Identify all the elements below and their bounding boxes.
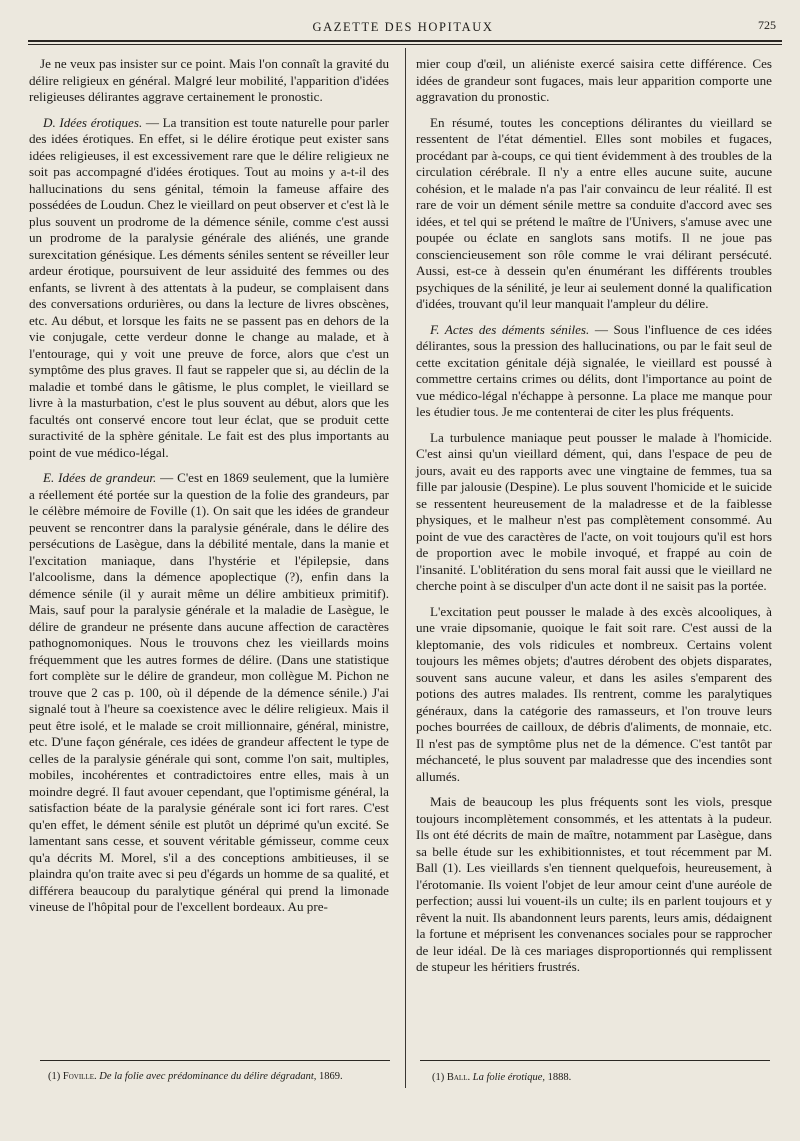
paragraph-text: — Sous l'influence de ces idées délirantes, sous la pression des hallucinations, ou par le fait seul de cette excitation génitale déjà signalée, le vieillard est poussé à commettre certains crimes ou délits, dont l'importance au point de vue médico-légal n'échappe à personne. La place me manque pour les étudier tous. Je me contenterai de citer les plus fréquents.	[416, 321, 772, 419]
footnote-rule-left	[40, 1060, 390, 1061]
page-header	[28, 16, 778, 42]
paragraph-text: — La transition est toute naturelle pour parler des idées érotiques. En effet, si le délire érotique peut exister sans idées religieuses, il est excessivement rare que le délire religieux ne soit pas accompagné d'idées érotiques. Tout au moins y a-t-il des hallucinations du sens génital, témoin la fameuse affaire des possédées de Loudun. Chez le vieillard on peut observer et c'est là le plus souvent un prodrome de la démence sénile, comme c'est aussi un prodrome de la paralysie générale des aliénés, une grande surexcitation génésique. Les déments séniles sentent se réveiller leur ardeur érotique, poursuivent de leur assiduité des femmes ou des enfants, se livrent à des attentats à la pudeur, se complaisent dans des conversations ordurières, ou dans la lecture de livres obscènes, etc. Au début, et lorsque les faits ne se passent pas en dehors de la vie conjugale, cette verdeur donne le change au malade, et à l'entourage, qui y voit une preuve de force, alors que c'est un symptôme des plus graves. Il faut se rappeler que si, au déclin de la maladie et tombé dans le gâtisme, le plus complet, le vieillard se livre à la masturbation, c'est le plus souvent au début, alors que les facultés ont conservé encore tout leur éclat, que se produit cette suractivité de la sphère génitale. Le fait est des plus importants au point de vue médico-légal.	[29, 114, 390, 460]
footnote-marker: (1)	[48, 1071, 63, 1082]
header-rule	[28, 40, 782, 45]
paragraph-erotic-ideas	[29, 115, 389, 462]
footnote-rule-right	[420, 1060, 770, 1061]
footnote-author: Ball.	[446, 1072, 471, 1083]
section-heading-erotic: D. Idées érotiques.	[43, 114, 143, 130]
paragraph-grandeur-ideas	[29, 470, 389, 916]
paragraph-religious-conclusion: Je ne veux pas insister sur ce point. Mais l'on connaît la gravité du délire religieux en général. Malgré leur mobilité, l'apparition d'idées religieuses délirantes aggrave certainement le pronostic.	[29, 56, 389, 104]
left-column	[29, 56, 389, 925]
right-column	[416, 56, 772, 985]
paragraph-summary: En résumé, toutes les conceptions délirantes du vieillard se ressentent de l'état démentiel. Elles sont mobiles et fugaces, procédant par à-coups, ce qui tient évidemment à des troubles de la circulation cérébrale. Il n'y a entre elles aucune suite, aucune cohésion, et le malade n'a pas l'air convaincu de leur réalité. Il est rare de voir un dément sénile mettre sa conduite d'accord avec ses idées, et tel qui se prétend le maître de l'Univers, s'amuse avec une poupée ou éclate en sanglots sans motifs. Il ne joue pas consciencieusement son rôle comme le vrai délirant persécuté. Aussi, est-ce à dessein qu'en énumérant les différents troubles psychiques de la sénilité, je leur ai seulement donné la qualification d'idées, trouvant qu'il leur manquait l'ampleur du délire.	[416, 114, 772, 311]
footnote-marker: (1)	[432, 1072, 447, 1083]
footnote-title: La folie érotique,	[472, 1072, 545, 1083]
footnote-right	[432, 1071, 571, 1084]
running-title: GAZETTE DES HOPITAUX	[312, 20, 494, 34]
paragraph-continuation: mier coup d'œil, un aliéniste exercé saisira cette différence. Ces idées de grandeur sont fugaces, mais leur apparition comporte une aggravation du pronostic.	[416, 56, 772, 104]
footnote-left	[48, 1070, 343, 1083]
paragraph-text: — C'est en 1869 seulement, que la lumière a réellement été portée sur la question de la folie des grandeurs, par le célèbre mémoire de Foville (1). On sait que les idées de grandeur peuvent se rencontrer dans la paralysie générale, dans le délire des persécutions de Lasègue, dans la débilité mentale, dans la manie et l'excitation maniaque, dans l'hystérie et l'épilepsie, dans l'alcoolisme, dans la démence apoplectique (?), enfin dans la démence sénile (il y aurait même un délire ambitieux primitif). Mais, sauf pour la paralysie générale et la maladie de Lasègue, le délire de grandeur ne présente dans aucune affection de caractères pathognomoniques. Nous le trouvons chez les vieillards moins fréquemment que les autres formes de délire. (Dans une statistique fort complète sur le délire de grandeur, mon collègue M. Pichon ne trouve que 2 cas p. 100, où il dépende de la démence sénile.) J'ai signalé tout à l'heure sa coexistence avec le délire religieux. Mais il peut être isolé, et le malade se croit millionnaire, général, ministre, etc. D'une façon générale, ces idées de grandeur affectent le type de celles de la paralysie générale qui sont, comme l'on sait, multiples, mobiles, incohérentes et contradictoires entre elles, mais à un moindre degré. Il faut avouer cependant, que l'optimisme général, la satisfaction béate de la paralysie générale sont ici fort rares. C'est qu'en effet, le dément sénile est plutôt un déprimé qu'un excité. Se lamentant sans cesse, et souvent véritable gémisseur, comme ceux qu'a décrits M. Morel, s'il a des conceptions ambitieuses, il se plaindra qu'on traite avec si peu d'égards un homme de sa qualité, et différera beaucoup du paralytique général qui prend la limonade vineuse de l'hôpital pour de l'excellent bordeaux. Au pre-	[29, 470, 389, 914]
section-heading-grandeur: E. Idées de grandeur.	[43, 470, 157, 485]
paragraph-excitation: L'excitation peut pousser le malade à des excès alcooliques, à une vraie dipsomanie, quoique le fait soit rare. C'est aussi de la kleptomanie, des vols ridicules et nombreux. Certains volent toujours les mêmes objets; d'autres dérobent des objets disparates, souvent sans aucune valeur, et dans les asiles s'emparent des potions des autres malades. Ils rentrent, comme les paralytiques généraux, dans la catégorie des ramasseurs, et l'on trouve leurs poches bourrées de cailloux, de débris d'aliments, de monnaie, etc. Il n'est pas de symptôme plus net de la démence. C'est tantôt par méchanceté, le plus souvent par maladresse que des incendies sont allumés.	[416, 603, 772, 784]
footnote-title: De la folie avec prédominance du délire dégradant,	[99, 1071, 317, 1082]
footnote-author: Foville.	[62, 1071, 97, 1082]
paragraph-viols: Mais de beaucoup les plus fréquents sont les viols, presque toujours incomplètement consommés, et les attentats à la pudeur. Ils ont été décrits de main de maître, notamment par Lasègue, dans sa belle étude sur les exhibitionnistes, et tout récemment par M. Ball (1). Les vieillards s'en tiennent quelquefois, heureusement, à l'érotomanie. Ils voient l'objet de leur amour ceint d'une auréole de perfection; aussi lui vouent-ils un culte; ils en parlent toujours et y rêvent la nuit. Ils abandonnent leurs parents, leurs amis, dédaignent la fortune et méprisent les convenances sociales pour se rapprocher de leur idéal. De là ces mariages disproportionnés qui remplissent de stupeur les héritiers frustrés.	[416, 794, 772, 974]
footnote-year: 1869.	[316, 1071, 343, 1082]
paragraph-acts	[416, 322, 772, 421]
page-number: 725	[758, 18, 776, 32]
section-heading-acts: F. Actes des déments séniles.	[430, 321, 590, 337]
column-divider	[405, 48, 406, 1088]
paragraph-homicide: La turbulence maniaque peut pousser le malade à l'homicide. C'est ainsi qu'un vieillard dément, qui, dans l'espace de peu de jours, avait eu des rapports avec une vingtaine de femmes, tua sa fille par jalousie (Despine). Le plus souvent l'homicide et le suicide se ressentent heureusement de la maladresse et de la faiblesse physiques, et le malheur n'est pas complètement consommé. Au point de vue des caractères de l'acte, on voit toujours qu'il est hors de proportion avec le mobile invoqué, et frappé au coin de l'insanité. L'oblitération du sens moral fait aussi que le vieillard ne cherche point à se disculper d'un acte dont il ne saisit pas la portée.	[416, 429, 772, 593]
footnote-year: 1888.	[544, 1072, 572, 1083]
